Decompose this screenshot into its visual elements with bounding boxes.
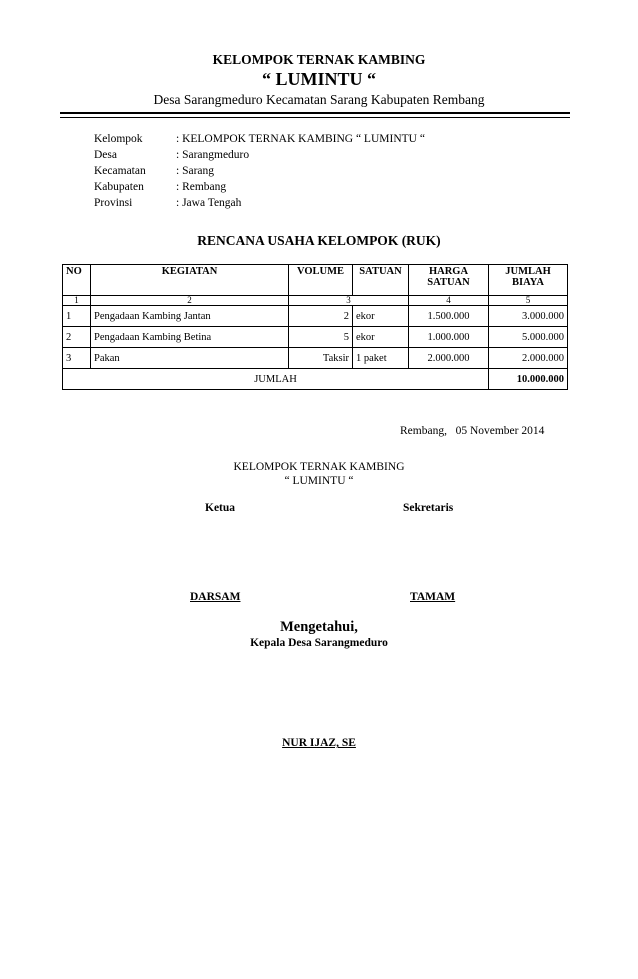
kepala-desa-title: Kepala Desa Sarangmeduro	[250, 637, 388, 649]
header-volume: VOLUME	[289, 265, 353, 296]
total-row	[63, 369, 568, 390]
group-name: “ LUMINTU “	[261, 69, 376, 89]
signature-org	[0, 460, 638, 488]
document-title: RENCANA USAHA KELOMPOK (RUK)	[197, 233, 441, 248]
org-title: KELOMPOK TERNAK KAMBING	[212, 52, 426, 67]
info-row-provinsi: Provinsi : Jawa Tengah	[94, 197, 242, 209]
col-number: 3	[289, 296, 409, 306]
info-row-kelompok: Kelompok : KELOMPOK TERNAK KAMBING “ LUMINTU “	[94, 133, 425, 145]
header-satuan: SATUAN	[353, 265, 409, 296]
header-rule-thin	[60, 117, 570, 118]
cell-satuan: 1 paket	[353, 348, 409, 369]
column-number-row	[63, 296, 568, 306]
cell-satuan: ekor	[353, 306, 409, 327]
sekretaris-title: Sekretaris	[403, 502, 454, 514]
cell-volume: Taksir	[289, 348, 353, 369]
header-no: NO	[63, 265, 91, 296]
table-row	[63, 306, 568, 327]
kepala-desa-name: NUR IJAZ, SE	[282, 737, 356, 749]
info-row-desa: Desa : Sarangmeduro	[94, 149, 250, 161]
info-row-kecamatan: Kecamatan : Sarang	[94, 165, 215, 177]
header-kegiatan: KEGIATAN	[91, 265, 289, 296]
cell-no: 1	[63, 306, 91, 327]
ketua-name: DARSAM	[190, 591, 241, 603]
cell-no: 2	[63, 327, 91, 348]
cell-jumlah: 2.000.000	[489, 348, 568, 369]
table-row	[63, 327, 568, 348]
sekretaris-name: TAMAM	[410, 591, 456, 603]
total-value: 10.000.000	[489, 369, 568, 390]
address-line: Desa Sarangmeduro Kecamatan Sarang Kabupaten Rembang	[153, 92, 485, 107]
cell-volume: 2	[289, 306, 353, 327]
place-date: Rembang, 05 November 2014	[400, 425, 545, 437]
cell-kegiatan: Pengadaan Kambing Betina	[91, 327, 289, 348]
ketua-title: Ketua	[205, 502, 236, 514]
cell-jumlah: 5.000.000	[489, 327, 568, 348]
cell-harga: 1.500.000	[409, 306, 489, 327]
cell-jumlah: 3.000.000	[489, 306, 568, 327]
header-jumlah-biaya: JUMLAH BIAYA	[489, 265, 568, 296]
signature-org-line2: “ LUMINTU “	[284, 475, 354, 487]
cell-kegiatan: Pengadaan Kambing Jantan	[91, 306, 289, 327]
cell-kegiatan: Pakan	[91, 348, 289, 369]
col-number: 1	[63, 296, 91, 306]
info-row-kabupaten: Kabupaten : Rembang	[94, 181, 227, 193]
cell-harga: 1.000.000	[409, 327, 489, 348]
cell-harga: 2.000.000	[409, 348, 489, 369]
col-number: 5	[489, 296, 568, 306]
table-row	[63, 348, 568, 369]
mengetahui-label: Mengetahui,	[280, 619, 358, 635]
cell-satuan: ekor	[353, 327, 409, 348]
ruk-table	[62, 264, 568, 390]
col-number: 2	[91, 296, 289, 306]
col-number: 4	[409, 296, 489, 306]
header-rule-thick	[60, 112, 570, 114]
signature-org-line1: KELOMPOK TERNAK KAMBING	[233, 461, 405, 473]
kepala-desa-name-wrap	[0, 737, 638, 749]
total-label: JUMLAH	[63, 369, 489, 390]
table-header-row	[63, 265, 568, 296]
cell-volume: 5	[289, 327, 353, 348]
header-harga-satuan: HARGA SATUAN	[409, 265, 489, 296]
cell-no: 3	[63, 348, 91, 369]
